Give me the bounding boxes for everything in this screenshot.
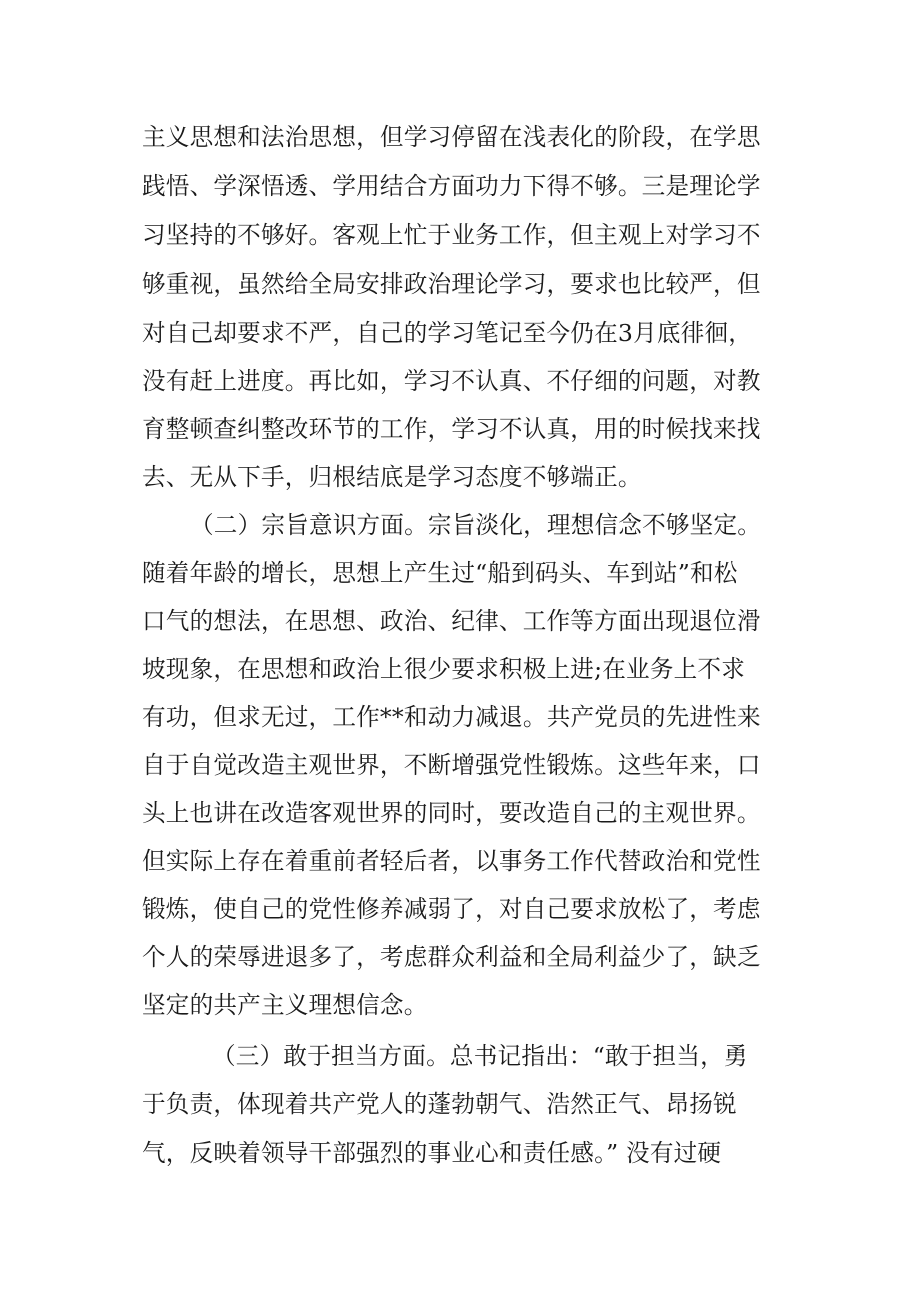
text-line: 口气的想法，在思想、政治、纪律、工作等方面出现退位滑: [142, 607, 761, 635]
text-line: 育整顿查纠整改环节的工作，学习不认真，用的时候找来找: [142, 415, 761, 443]
text-line: 践悟、学深悟透、学用结合方面功力下得不够。三是理论学: [142, 172, 761, 200]
text-line: 坚定的共产主义理想信念。: [142, 991, 428, 1019]
text-line: 对自己却要求不严，自己的学习笔记至今仍在3月底徘徊，: [142, 319, 753, 347]
text-line: 自于自觉改造主观世界，不断增强党性锻炼。这些年来，口: [142, 751, 761, 779]
text-line: 个人的荣辱进退多了，考虑群众利益和全局利益少了，缺乏: [142, 943, 761, 971]
text-line: 于负责，体现着共产党人的蓬勃朝气、浩然正气、昂扬锐: [142, 1090, 737, 1118]
text-line: 锻炼，使自己的党性修养减弱了，对自己要求放松了，考虑: [142, 895, 761, 923]
text-line: 去、无从下手，归根结底是学习态度不够端正。: [142, 463, 642, 491]
text-line: 坡现象，在思想和政治上很少要求积极上进;在业务上不求: [142, 655, 745, 683]
text-line: 习坚持的不够好。客观上忙于业务工作，但主观上对学习不: [142, 221, 761, 249]
text-line: 但实际上存在着重前者轻后者，以事务工作代替政治和党性: [142, 847, 761, 875]
section-heading-3: （三）敢于担当方面。总书记指出：“敢于担当，勇: [212, 1042, 748, 1070]
text-line: 随着年龄的增长，思想上产生过“船到码头、车到站”和松: [142, 559, 738, 587]
text-line: 气，反映着领导干部强烈的事业心和责任感。” 没有过硬: [142, 1139, 722, 1167]
section-heading-2: （二）宗旨意识方面。宗旨淡化，理想信念不够坚定。: [190, 511, 762, 539]
text-line: 主义思想和法治思想，但学习停留在浅表化的阶段，在学思: [142, 123, 761, 151]
text-line: 有功，但求无过，工作**和动力减退。共产党员的先进性来: [142, 703, 761, 731]
text-line: 没有赶上进度。再比如，学习不认真、不仔细的问题，对教: [142, 367, 761, 395]
text-line: 够重视，虽然给全局安排政治理论学习，要求也比较严，但: [142, 270, 761, 298]
text-line: 头上也讲在改造客观世界的同时，要改造自己的主观世界。: [142, 799, 761, 827]
